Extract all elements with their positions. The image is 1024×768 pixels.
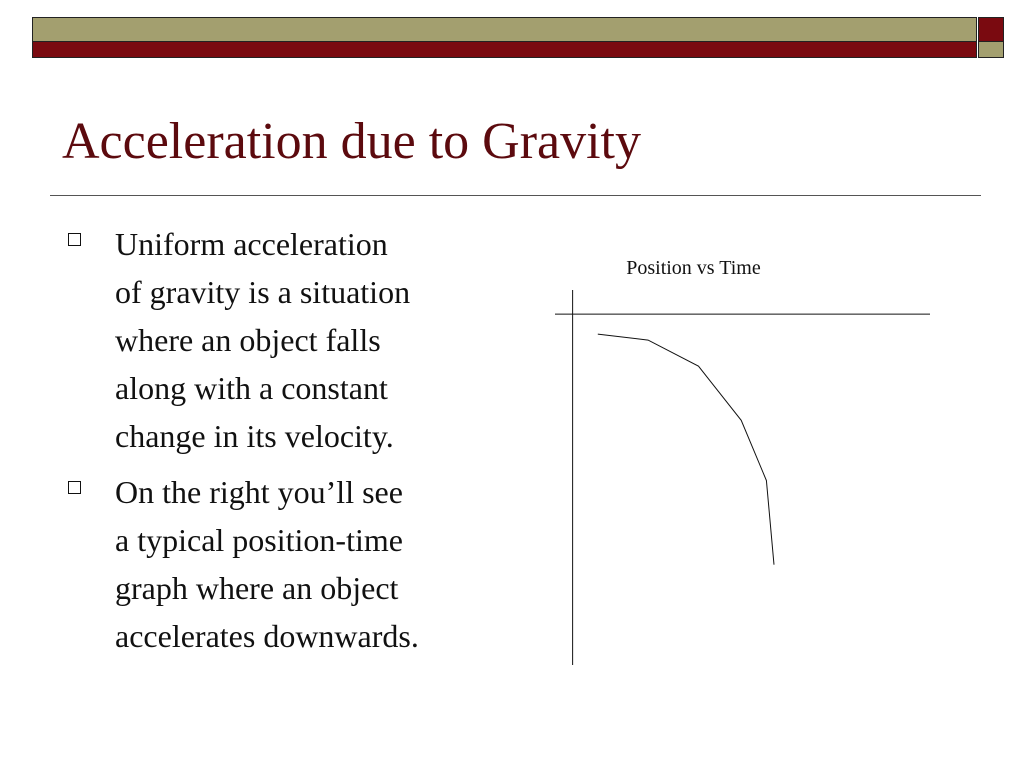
bullet-text — [115, 220, 504, 460]
bullet-line: Uniform acceleration — [115, 226, 388, 262]
header-banner — [0, 0, 1024, 60]
position-curve — [598, 334, 774, 565]
bullet-line: accelerates downwards. — [115, 618, 419, 654]
chart-canvas — [545, 250, 945, 675]
hollow-square-bullet-icon — [68, 481, 81, 494]
bullet-line: where an object falls — [115, 322, 381, 358]
bullet-line: a typical position-time — [115, 522, 403, 558]
hollow-square-bullet-icon — [68, 233, 81, 246]
bullet-line: graph where an object — [115, 570, 399, 606]
bullet-item — [64, 220, 504, 460]
bullet-line: along with a constant — [115, 370, 388, 406]
bullet-list — [64, 220, 504, 668]
bullet-text — [115, 468, 504, 660]
bullet-item — [64, 468, 504, 660]
banner-red-band — [32, 41, 977, 58]
banner-olive-band — [32, 17, 977, 42]
chart-title: Position vs Time — [626, 257, 761, 279]
bullet-line: of gravity is a situation — [115, 274, 411, 310]
banner-olive-square — [978, 41, 1004, 58]
title-divider — [50, 195, 981, 196]
banner-red-square — [978, 17, 1004, 42]
bullet-line: change in its velocity. — [115, 418, 394, 454]
slide-title: Acceleration due to Gravity — [62, 113, 641, 170]
position-time-chart — [545, 250, 945, 675]
bullet-line: On the right you’ll see — [115, 474, 403, 510]
